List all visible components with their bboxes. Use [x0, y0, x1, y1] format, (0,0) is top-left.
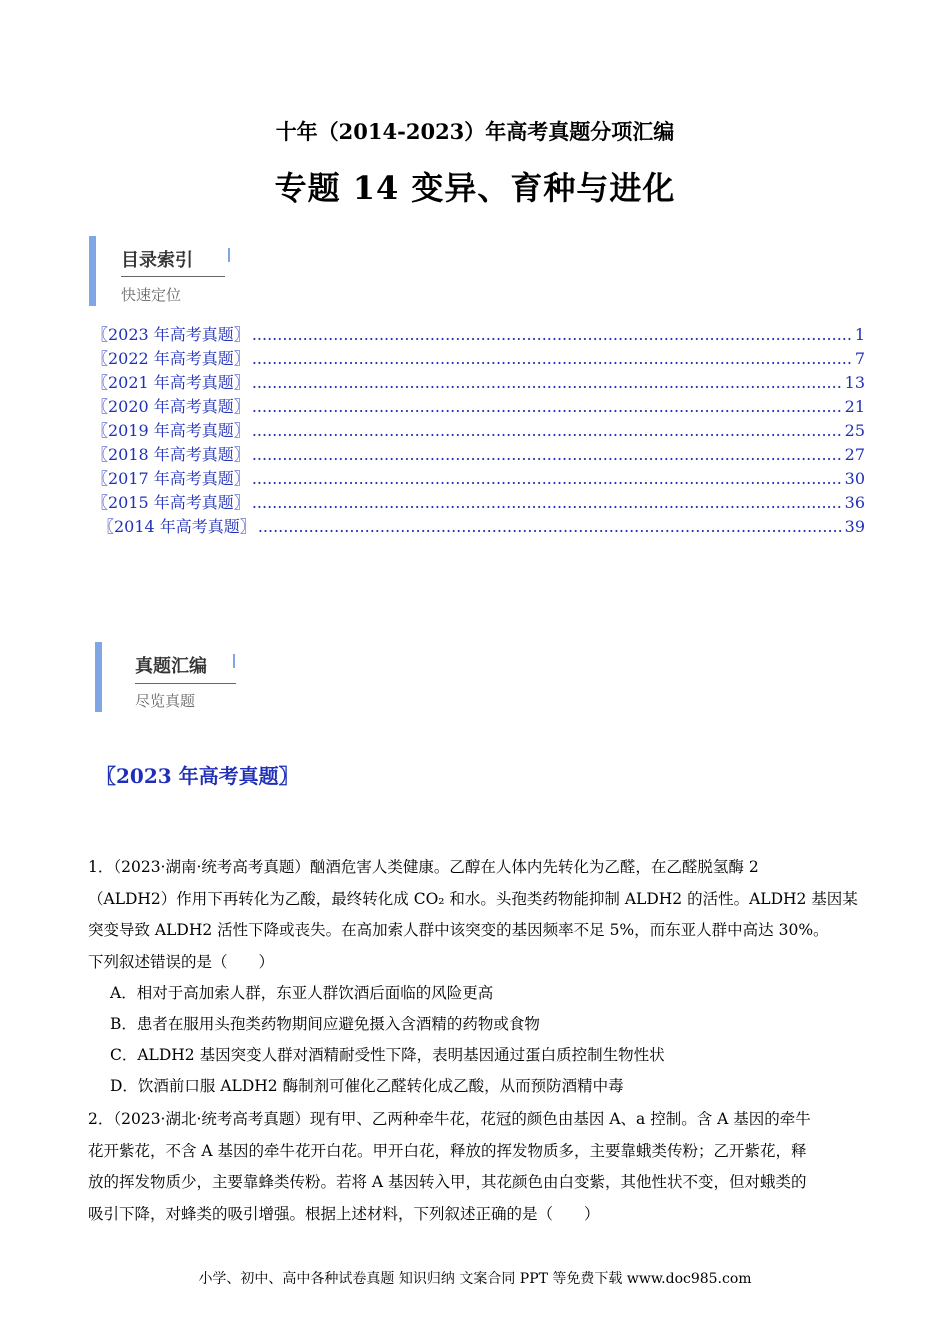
toc-entry[interactable] — [92, 394, 865, 418]
toc-entry-label: 〖2021 年高考真题〗 — [92, 373, 250, 392]
questions-section-subtitle: 尽览真题 — [135, 692, 196, 710]
toc-entry-label: 〖2015 年高考真题〗 — [92, 493, 250, 512]
toc-leader-dots — [252, 445, 843, 464]
toc-leader-dots — [252, 493, 843, 512]
option-d[interactable]: D．饮酒前口服 ALDH2 酶制剂可催化乙醛转化成乙酸，从而预防酒精中毒 — [110, 1077, 624, 1095]
toc-entry-page: 1 — [854, 325, 865, 344]
section-underline — [135, 683, 236, 684]
toc-leader-dots — [252, 373, 843, 392]
toc-entry[interactable] — [92, 418, 865, 442]
toc-leader-dots — [252, 421, 843, 440]
question-1-options — [110, 978, 665, 1102]
toc-entry-page: 21 — [844, 397, 865, 416]
question-line: 2．（2023·湖北·统考高考真题）现有甲、乙两种牵牛花，花冠的颜色由基因 A、a 控制。含 A 基因的牵牛 — [88, 1110, 811, 1128]
toc-entry[interactable] — [92, 490, 865, 514]
toc-section-title: 目录索引 — [121, 250, 193, 271]
toc-entry-label: 〖2019 年高考真题〗 — [92, 421, 250, 440]
questions-section-header — [95, 642, 255, 712]
question-line: 吸引下降，对蜂类的吸引增强。根据上述材料，下列叙述正确的是（ ） — [88, 1204, 600, 1223]
year-heading: 〖2023 年高考真题〗 — [96, 764, 299, 788]
question-2-stem — [88, 1104, 863, 1230]
toc-entry-label: 〖2022 年高考真题〗 — [92, 349, 250, 368]
option-b[interactable]: B．患者在服用头孢类药物期间应避免摄入含酒精的药物或食物 — [110, 1015, 540, 1033]
toc-entry-label: 〖2023 年高考真题〗 — [92, 325, 250, 344]
toc-entry-label: 〖2017 年高考真题〗 — [92, 469, 250, 488]
toc-entry[interactable] — [92, 346, 865, 370]
toc-leader-dots — [252, 397, 843, 416]
question-1-stem — [88, 852, 863, 978]
question-line: 花开紫花，不含 A 基因的牵牛花开白花。甲开白花，释放的挥发物质多，主要靠蛾类传粉；乙开紫花，释 — [88, 1141, 807, 1160]
toc-leader-dots — [252, 349, 853, 368]
series-title: 十年（2014-2023）年高考真题分项汇编 — [275, 119, 675, 144]
toc-entry-page: 30 — [844, 469, 865, 488]
toc-entry-page: 7 — [854, 349, 865, 368]
page-footer: 小学、初中、高中各种试卷真题 知识归纳 文案合同 PPT 等免费下载 www.doc985.com — [198, 1271, 752, 1287]
toc-entry-label: 〖2014 年高考真题〗 — [98, 517, 256, 536]
toc-entry-page: 25 — [844, 421, 865, 440]
questions-section-title: 真题汇编 — [135, 656, 207, 677]
page-title: 专题 14 变异、育种与进化 — [274, 169, 676, 207]
option-a[interactable]: A．相对于高加索人群，东亚人群饮酒后面临的风险更高 — [110, 984, 494, 1002]
section-accent-mark — [233, 654, 235, 668]
toc-leader-dots — [252, 469, 843, 488]
toc-entry[interactable] — [92, 370, 865, 394]
toc-entry[interactable] — [92, 514, 865, 538]
option-c[interactable]: C．ALDH2 基因突变人群对酒精耐受性下降，表明基因通过蛋白质控制生物性状 — [110, 1046, 665, 1064]
section-accent-mark — [228, 248, 230, 262]
toc-entry-page: 13 — [844, 373, 865, 392]
section-accent-bar — [95, 642, 102, 712]
toc-entry-page: 36 — [844, 493, 865, 512]
toc-entry[interactable] — [92, 442, 865, 466]
toc-entry-label: 〖2018 年高考真题〗 — [92, 445, 250, 464]
question-line: 放的挥发物质少，主要靠蜂类传粉。若将 A 基因转入甲，其花颜色由白变紫，其他性状不变，但对蛾类的 — [88, 1173, 807, 1191]
section-underline — [121, 276, 225, 277]
question-line: 下列叙述错误的是（ ） — [88, 952, 275, 971]
toc-entry-page: 27 — [844, 445, 865, 464]
question-line: 1．（2023·湖南·统考高考真题）酗酒危害人类健康。乙醇在人体内先转化为乙醛，在乙醛脱氢酶 2 — [88, 858, 759, 876]
toc-leader-dots — [258, 517, 843, 536]
question-line: （ALDH2）作用下再转化为乙酸，最终转化成 CO₂ 和水。头孢类药物能抑制 ALDH2 的活性。ALDH2 基因某 — [88, 889, 858, 908]
toc-section-header — [89, 236, 249, 306]
section-accent-bar — [89, 236, 96, 306]
toc-entry[interactable] — [92, 322, 865, 346]
question-line: 突变导致 ALDH2 活性下降或丧失。在高加索人群中该突变的基因频率不足 5%，而东亚人群中高达 30%。 — [88, 921, 829, 939]
toc-entry-label: 〖2020 年高考真题〗 — [92, 397, 250, 416]
toc-leader-dots — [252, 325, 853, 344]
table-of-contents — [92, 322, 865, 538]
toc-entry-page: 39 — [844, 517, 865, 536]
toc-entry[interactable] — [92, 466, 865, 490]
toc-section-subtitle: 快速定位 — [121, 286, 182, 304]
